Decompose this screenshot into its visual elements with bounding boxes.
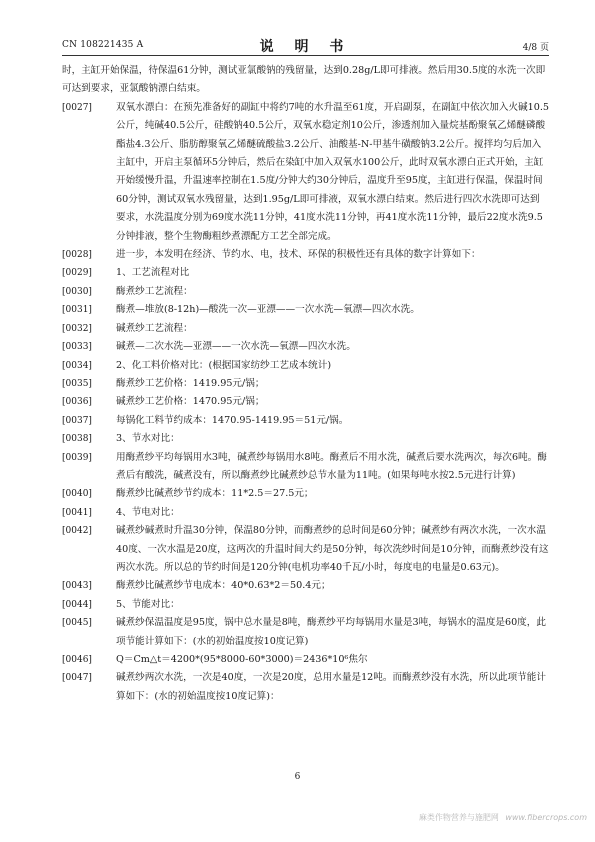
paragraph-continuation	[62, 62, 549, 99]
paragraph-0027	[62, 99, 549, 246]
paragraph-0029	[62, 264, 549, 282]
paragraph-number: [0045]	[62, 618, 92, 629]
watermark	[419, 812, 587, 823]
paragraph-text: 每锅化工料节约成本：1470.95-1419.95＝51元/锅。	[116, 414, 349, 426]
paragraph-0047	[62, 669, 549, 706]
paragraph-text: 酶煮纱工艺流程：	[116, 285, 193, 297]
paragraph-number: [0046]	[62, 655, 92, 665]
paragraph-text: 酶煮纱工艺价格：1419.95元/锅；	[116, 377, 265, 389]
paragraph-text: 2、化工料价格对比：(根据国家纺纱工艺成本统计)	[116, 359, 332, 371]
paragraph-text: 双氧水漂白：在预先准备好的副缸中将约7吨的水升温至61度，开启副泵，在副缸中依次加入火碱10.5公斤，纯碱40.5公斤，硅酸钠40.5公斤，双氧水稳定剂10公斤，渗透剂加入量烷基酚聚氧乙烯醚磷酸酯盐4.3公斤、脂肪醇聚氧乙烯醚硫酸盐3.2公斤、油酸基-N-甲基牛磺酸钠3.2公斤。搅拌均匀后加入主缸中，开启主泵循环5分钟后，然后在染缸中加入双氧水100公斤，此时双氧水漂白正式开始，主缸开始缓慢升温，升温速率控制在1.5度/分钟大约30分钟后，温度升至95度，主缸进行保温，保温时间60分钟，测试双氧水残留量，达到1.95g/L即可排液，双氧水漂白结束。然后进行四次水洗即可达到要求，水洗温度分别为69度水洗11分钟，41度水洗11分钟，再41度水洗11分钟，最后22度水洗9.5分钟排液，整个生物酶粗纱煮漂配方工艺全部完成。	[116, 101, 550, 242]
paragraph-text: 碱煮—二次水洗—亚漂——一次水洗—氧漂—四次水洗。	[116, 341, 356, 353]
paragraph-number: [0036]	[62, 397, 92, 408]
paragraph-0046	[62, 651, 549, 669]
paragraph-text: 酶煮纱比碱煮纱节电成本：40*0.63*2＝50.4元；	[116, 580, 331, 592]
paragraph-number: [0043]	[62, 581, 92, 592]
paragraph-0032	[62, 320, 549, 338]
paragraph-text: 碱煮纱工艺流程：	[116, 322, 193, 334]
paragraph-0036	[62, 393, 549, 411]
paragraph-text: 碱煮纱碱煮时升温30分钟，保温80分钟，而酶煮纱的总时间是60分钟；碱煮纱有两次水洗，一次水温40度、一次水温是20度，这两次的升温时间大约是50分钟，每次洗纱时间是10分钟，而酶煮纱没有这两次水洗。所以总的节约时间是120分钟(电机功率40千瓦/小时，每度电的电量是0.63元)。	[116, 525, 549, 573]
patent-number: CN 108221435 A	[62, 40, 144, 50]
paragraph-0042	[62, 522, 549, 577]
paragraph-number: [0034]	[62, 360, 92, 371]
paragraph-0030	[62, 283, 549, 301]
paragraph-number: [0040]	[62, 489, 92, 500]
page-indicator: 4/8 页	[522, 43, 549, 53]
paragraph-text: 酶煮纱比碱煮纱节约成本：11*2.5＝27.5元；	[116, 488, 314, 500]
paragraph-number: [0028]	[62, 250, 92, 261]
paragraph-number: [0044]	[62, 599, 92, 610]
paragraph-number: [0032]	[62, 323, 92, 334]
paragraph-0038	[62, 430, 549, 448]
header-rule	[62, 55, 549, 56]
paragraph-number: [0041]	[62, 507, 92, 518]
paragraph-text: 5、节能对比：	[116, 598, 180, 610]
paragraph-number: [0033]	[62, 342, 92, 353]
page-header	[62, 38, 549, 54]
paragraph-number: [0030]	[62, 286, 92, 297]
paragraph-number: [0039]	[62, 452, 92, 463]
paragraph-text: 4、节电对比：	[116, 506, 180, 518]
paragraph-number: [0047]	[62, 673, 92, 684]
paragraph-number: [0029]	[62, 268, 92, 279]
paragraph-number: [0035]	[62, 378, 92, 389]
paragraph-text: 用酶煮纱平均每锅用水3吨，碱煮纱每锅用水8吨。酶煮后不用水洗，碱煮后要水洗两次，每次6吨。酶煮后有酸洗，碱煮没有，所以酶煮纱比碱煮纱总节水量为11吨。(如果每吨水按2.5元进行计算)	[116, 451, 547, 481]
paragraph-0044	[62, 596, 549, 614]
paragraph-number: [0042]	[62, 526, 92, 537]
paragraph-number: [0031]	[62, 305, 92, 316]
paragraph-0043	[62, 577, 549, 595]
paragraph-number: [0037]	[62, 415, 92, 426]
paragraph-text: 时，主缸开始保温，待保温61分钟，测试亚氯酸钠的残留量，达到0.28g/L即可排液。然后用30.5度的水洗一次即可达到要求，亚氯酸钠漂白结束。	[62, 65, 546, 95]
paragraph-text: 碱煮纱工艺价格：1470.95元/锅；	[116, 396, 265, 408]
watermark-url: www.fibercrops.com	[505, 813, 587, 822]
paragraph-0031	[62, 301, 549, 319]
paragraph-text: Q＝Cm△t＝4200*(95*8000-60*3000)＝2436*10⁶焦尔	[116, 654, 368, 665]
paragraph-0041	[62, 504, 549, 522]
paragraph-0035	[62, 375, 549, 393]
paragraph-0028	[62, 246, 549, 264]
document-title: 说 明 书	[259, 39, 352, 55]
paragraph-text: 酶煮—堆放(8-12h)—酸洗一次—亚漂——一次水洗—氧漂—四次水洗。	[116, 304, 420, 316]
paragraph-number: [0038]	[62, 434, 92, 445]
paragraph-number: [0027]	[62, 102, 92, 113]
paragraph-0045	[62, 614, 549, 651]
page-number: 6	[294, 772, 301, 782]
paragraph-0034	[62, 357, 549, 375]
paragraph-text: 碱煮纱保温温度是95度，锅中总水量是8吨，酶煮纱平均每锅用水量是3吨，每锅水的温度是60度，此项节能计算如下：(水的初始温度按10度记算)	[116, 617, 546, 647]
paragraph-text: 3、节水对比：	[116, 433, 180, 445]
paragraph-0037	[62, 412, 549, 430]
paragraph-0040	[62, 485, 549, 503]
paragraph-text: 1、工艺流程对比	[116, 267, 190, 279]
watermark-cn: 麻类作物营养与施肥网	[418, 813, 499, 822]
document-body	[62, 62, 549, 706]
paragraph-0039	[62, 449, 549, 486]
paragraph-0033	[62, 338, 549, 356]
paragraph-text: 碱煮纱两次水洗，一次是40度，一次是20度，总用水量是12吨。而酶煮纱没有水洗，所以此项节能计算如下：(水的初始温度按10度记算)：	[116, 672, 546, 702]
paragraph-text: 进一步，本发明在经济、节约水、电，技术、环保的积极性还有具体的数字计算如下：	[116, 249, 481, 261]
